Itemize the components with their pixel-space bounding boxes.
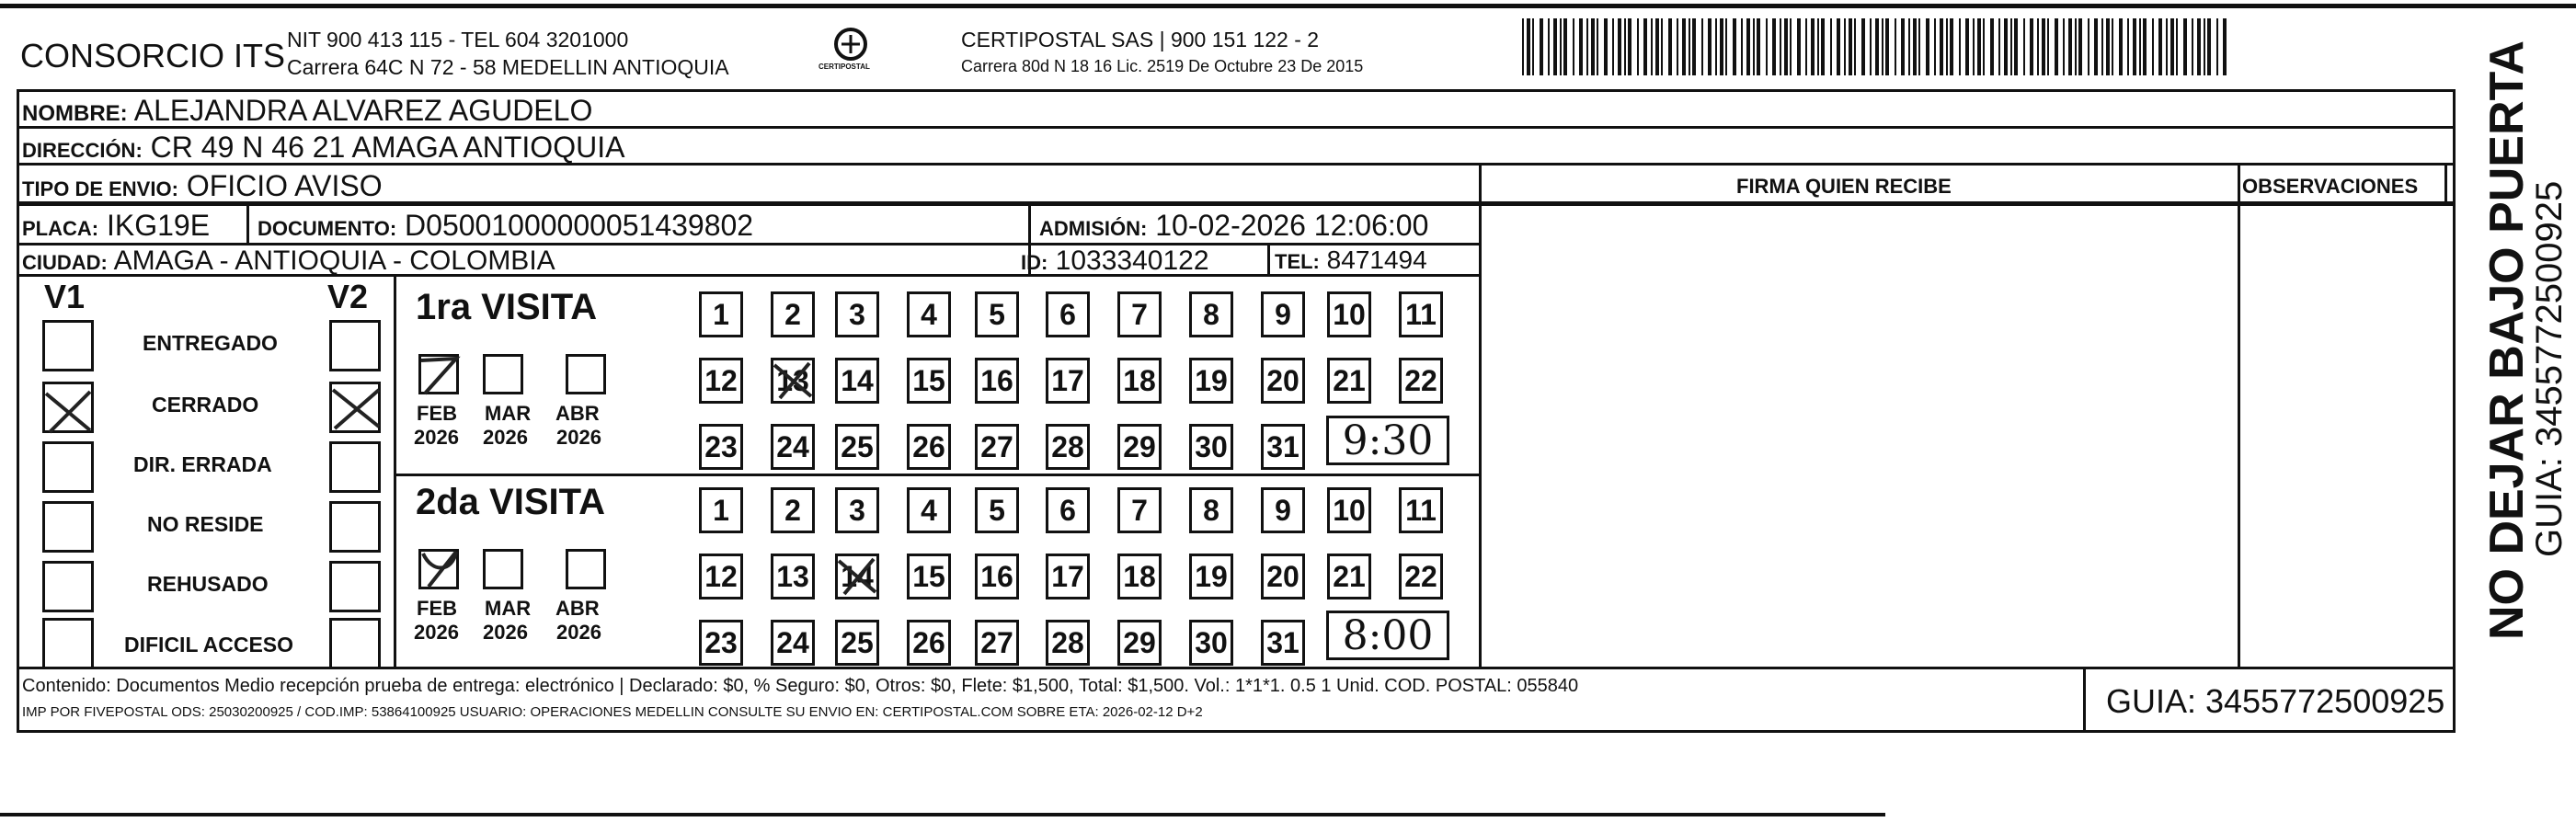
barcode-bar [1682,18,1686,75]
day-box-31[interactable]: 31 [1261,424,1305,470]
check-mark-icon [769,356,817,404]
barcode-bar [1560,18,1562,75]
visit-2-month-2: MAR [485,597,532,620]
rule [2083,667,2086,733]
tel-row [1275,245,1427,275]
barcode-bar [1950,18,1953,75]
visit-1-year-2: 2026 [483,426,528,449]
day-box-10[interactable]: 10 [1327,291,1371,337]
barcode-bar [1637,18,1639,75]
barcode-bar [2207,18,2211,75]
barcode-bar [1918,18,1920,75]
barcode-bar [1725,18,1727,75]
rule [246,204,249,245]
barcode-bar [1643,18,1647,75]
barcode-bar [1612,18,1614,75]
day-box-2[interactable]: 2 [771,487,815,533]
day-box-6[interactable]: 6 [1046,487,1090,533]
barcode-bar [1628,18,1631,75]
placa-value: IKG19E [107,209,211,242]
ciudad-row [22,245,555,277]
v1-checkbox[interactable] [42,441,94,493]
day-box-24[interactable]: 24 [771,620,815,666]
day-box-28[interactable]: 28 [1046,424,1090,470]
v1-checkbox[interactable] [42,618,94,669]
check-mark-icon [416,542,465,592]
rule [1479,166,1482,669]
day-box-21[interactable]: 21 [1327,358,1371,404]
day-box-26[interactable]: 26 [907,620,951,666]
barcode-bar [1692,18,1696,75]
day-box-12[interactable]: 12 [699,554,743,599]
barcode-bar [1780,18,1781,75]
barcode-bar [2192,18,2193,75]
barcode-bar [2170,18,2174,75]
footer-guia: GUIA: 3455772500925 [2106,682,2445,720]
barcode-bar [1651,18,1653,75]
barcode-bar [2176,18,2178,75]
barcode-bar [1811,18,1815,75]
day-box-12[interactable]: 12 [699,358,743,404]
barcode-bar [1573,18,1574,75]
ciudad-value: AMAGA - ANTIOQUIA - COLOMBIA [113,245,555,276]
day-box-20[interactable]: 20 [1261,358,1305,404]
day-box-16[interactable]: 16 [975,358,1019,404]
company-line-1: NIT 900 413 115 - TEL 604 3201000 [287,28,629,51]
day-box-10[interactable]: 10 [1327,487,1371,533]
day-box-5[interactable]: 5 [975,487,1019,533]
barcode-bar [2204,18,2205,75]
barcode-bar [1790,18,1792,75]
rule [2444,166,2447,204]
barcode-bar [1990,18,1994,75]
barcode-bar [1882,18,1883,75]
admision-label: ADMISIÓN: [1039,217,1148,240]
visit-1-month-1: FEB [417,402,457,425]
day-box-16[interactable]: 16 [975,554,1019,599]
day-box-25[interactable]: 25 [835,424,879,470]
barcode-bar [2183,18,2187,75]
day-box-8[interactable]: 8 [1189,291,1233,337]
v2-checkbox[interactable] [329,320,381,371]
v2-checkbox[interactable] [329,441,381,493]
day-box-4[interactable]: 4 [907,487,951,533]
admision-row [1039,209,1428,243]
barcode-bar [1677,18,1678,75]
visit-1-title: 1ra VISITA [416,287,598,327]
barcode-bar [1753,18,1755,75]
barcode-bar [2127,18,2129,75]
tipo-value: OFICIO AVISO [186,169,383,202]
barcode-bar [1983,18,1985,75]
barcode-bar [1908,18,1910,75]
day-box-5[interactable]: 5 [975,291,1019,337]
barcode-bar [2078,18,2082,75]
day-box-11[interactable]: 11 [1399,291,1443,337]
barcode-bar [1817,18,1819,75]
nombre-row [22,94,592,128]
day-box-27[interactable]: 27 [975,424,1019,470]
visit-1-year-3: 2026 [556,426,601,449]
day-box-31[interactable]: 31 [1261,620,1305,666]
footer-imp: IMP POR FIVEPOSTAL ODS: 25030200925 / COD.IMP: 53864100925 USUARIO: OPERACIONES MEDELLIN CONSULTE SU ENVIO EN: CERTIPOSTAL.COM SOBRE ETA: 2026-02-12 D+2 [22,704,1203,720]
month-checkbox[interactable] [483,549,523,589]
barcode-bar [1772,18,1776,75]
visit-2-month-3: ABR [555,597,600,620]
barcode-bar [1830,18,1832,75]
barcode-bar [1655,18,1659,75]
barcode-bar [1870,18,1872,75]
barcode-bar [2063,18,2065,75]
visit-1-month-2: MAR [485,402,532,425]
admision-value: 10-02-2026 12:06:00 [1155,209,1429,242]
courier-line-2: Carrera 80d N 18 16 Lic. 2519 De Octubre 23 De 2015 [961,57,1364,75]
barcode-bar [2158,18,2162,75]
barcode-bar [1784,18,1788,75]
barcode-bar [1708,18,1712,75]
v1-checkbox[interactable] [42,501,94,553]
check-mark-icon [324,375,388,440]
barcode-bar [2197,18,2201,75]
day-box-9[interactable]: 9 [1261,291,1305,337]
barcode-bar [1940,18,1943,75]
day-box-24[interactable]: 24 [771,424,815,470]
rule [395,474,1481,476]
barcode-bar [2023,18,2025,75]
barcode-bar [1913,18,1917,75]
day-box-27[interactable]: 27 [975,620,1019,666]
visit-2-title: 2da VISITA [416,482,605,522]
barcode-bar [1998,18,2000,75]
barcode-bar [1926,18,1929,75]
nombre-label: NOMBRE: [22,101,128,126]
id-label: ID: [1021,251,1048,274]
bottom-rule [0,813,1885,816]
barcode-bar [1548,18,1550,75]
visit-1-time: 9:30 [1326,416,1449,465]
day-box-9[interactable]: 9 [1261,487,1305,533]
v1-checkbox[interactable] [42,561,94,612]
barcode-bar [2216,18,2218,75]
day-box-23[interactable]: 23 [699,424,743,470]
barcode-bar [2143,18,2147,75]
barcode-bar [2088,18,2089,75]
barcode-bar [1579,18,1583,75]
barcode-bar [1965,18,1969,75]
barcode-bar [2068,18,2072,75]
status-item-entregado: ENTREGADO [143,331,278,355]
check-mark-icon [833,552,881,599]
day-box-22[interactable]: 22 [1399,554,1443,599]
day-box-7[interactable]: 7 [1117,487,1162,533]
day-box-1[interactable]: 1 [699,487,743,533]
barcode-bar [2166,18,2168,75]
barcode-bar [1805,18,1807,75]
status-item-cerrado: CERRADO [152,393,259,417]
barcode-bar [1618,18,1621,75]
day-box-13[interactable]: 13 [771,554,815,599]
barcode-bar [2094,18,2098,75]
no-dejar-bajo-puerta: NO DEJAR BAJO PUERTA [2480,40,2534,640]
barcode-bar [1875,18,1879,75]
day-box-29[interactable]: 29 [1117,424,1162,470]
barcode-bar [2004,18,2008,75]
nombre-value: ALEJANDRA ALVAREZ AGUDELO [133,94,593,127]
barcode-bar [1741,18,1743,75]
direccion-row [22,131,624,165]
v1-checkbox[interactable] [42,320,94,371]
barcode-bar [1540,18,1543,75]
top-rule [0,4,2576,8]
barcode-bar [1720,18,1723,75]
certipostal-logo [823,24,878,79]
company-line-2: Carrera 64C N 72 - 58 MEDELLIN ANTIOQUIA [287,55,729,79]
barcode-bar [1885,18,1889,75]
day-box-28[interactable]: 28 [1046,620,1090,666]
documento-label: DOCUMENTO: [258,217,397,240]
v2-checkbox[interactable] [329,501,381,553]
barcode-bar [1604,18,1608,75]
barcode-bar [1959,18,1961,75]
barcode-bar [1586,18,1588,75]
barcode-bar [1597,18,1598,75]
visit-2-time: 8:00 [1326,611,1449,660]
day-box-14[interactable]: 14 [835,554,879,599]
barcode-bar [1849,18,1852,75]
day-box-19[interactable]: 19 [1189,358,1233,404]
barcode-bar [1553,18,1557,75]
day-box-23[interactable]: 23 [699,620,743,666]
barcode-bar [1934,18,1936,75]
rule [394,276,396,668]
barcode-bar [1977,18,1981,75]
day-box-22[interactable]: 22 [1399,358,1443,404]
day-box-15[interactable]: 15 [907,358,951,404]
barcode-bar [2152,18,2154,75]
day-box-18[interactable]: 18 [1117,358,1162,404]
day-box-3[interactable]: 3 [835,487,879,533]
signature-area[interactable] [1483,206,2237,666]
rule [1267,245,1270,276]
rule [17,667,2456,669]
barcode-bar [2075,18,2077,75]
barcode-bar [1532,18,1534,75]
visit-2-year-1: 2026 [414,621,459,644]
direccion-label: DIRECCIÓN: [22,139,143,162]
id-row [1021,245,1209,277]
visit-2-year-2: 2026 [483,621,528,644]
rule [2238,166,2240,669]
status-item-dir-errada: DIR. ERRADA [133,452,272,476]
direccion-value: CR 49 N 46 21 AMAGA ANTIOQUIA [150,131,625,164]
tipo-row [22,169,383,203]
day-box-21[interactable]: 21 [1327,554,1371,599]
barcode-bar [1522,18,1524,75]
check-mark-icon [37,375,101,440]
day-box-30[interactable]: 30 [1189,620,1233,666]
barcode-bar [1757,18,1760,75]
day-box-29[interactable]: 29 [1117,620,1162,666]
day-box-2[interactable]: 2 [771,291,815,337]
day-box-17[interactable]: 17 [1046,358,1090,404]
day-box-3[interactable]: 3 [835,291,879,337]
day-box-26[interactable]: 26 [907,424,951,470]
barcode-bar [1901,18,1905,75]
firma-header: FIRMA QUIEN RECIBE [1736,175,1952,198]
barcode-bar [1624,18,1626,75]
barcode-bar [1733,18,1736,75]
barcode-bar [1715,18,1717,75]
barcode-bar [1661,18,1663,75]
barcode-bar [1837,18,1840,75]
status-item-dificil-acceso: DIFICIL ACCESO [124,633,294,656]
barcode-bar [2223,18,2227,75]
status-item-rehusado: REHUSADO [147,572,269,596]
barcode-bar [2010,18,2012,75]
day-box-8[interactable]: 8 [1189,487,1233,533]
day-box-30[interactable]: 30 [1189,424,1233,470]
tel-label: TEL: [1275,250,1320,273]
observaciones-header: OBSERVACIONES [2242,175,2419,198]
visit-2-month-1: FEB [417,597,457,620]
side-text [2470,40,2573,642]
barcode-bar [2119,18,2123,75]
barcode-bar [1668,18,1672,75]
day-box-13[interactable]: 13 [771,358,815,404]
side-guia: GUIA: 3455772500925 [2529,180,2570,557]
v2-header: V2 [327,278,369,315]
barcode-bar [2055,18,2058,75]
barcode-bar [1797,18,1801,75]
company-name: CONSORCIO ITS [20,37,286,74]
day-box-6[interactable]: 6 [1046,291,1090,337]
logo-caption: CERTIPOSTAL [819,63,870,71]
visit-2-year-3: 2026 [556,621,601,644]
month-checkbox[interactable] [566,549,606,589]
tel-value: 8471494 [1326,245,1427,274]
barcode-bar [1527,18,1530,75]
tipo-label: TIPO DE ENVIO: [22,177,178,200]
day-box-1[interactable]: 1 [699,291,743,337]
visit-1-month-3: ABR [555,402,600,425]
day-box-14[interactable]: 14 [835,358,879,404]
status-item-no-reside: NO RESIDE [147,512,264,536]
v2-checkbox[interactable] [329,618,381,669]
month-checkbox[interactable] [483,354,523,394]
documento-row [258,209,753,243]
barcode-bar [1854,18,1856,75]
documento-value: D05001000000051439802 [405,209,754,242]
barcode-bar [1766,18,1768,75]
month-checkbox[interactable] [566,354,606,394]
barcode-bar [1563,18,1567,75]
day-box-4[interactable]: 4 [907,291,951,337]
barcode-bar [1946,18,1948,75]
barcode-bar [2014,18,2018,75]
day-box-25[interactable]: 25 [835,620,879,666]
barcode-bar [2030,18,2033,75]
day-box-18[interactable]: 18 [1117,554,1162,599]
id-value: 1033340122 [1055,245,1209,276]
barcode-bar [1746,18,1750,75]
barcode-bar [1844,18,1846,75]
barcode-bar [1701,18,1703,75]
barcode-bar [1861,18,1865,75]
barcode-bar [1689,18,1690,75]
check-mark-icon [416,348,465,397]
day-box-7[interactable]: 7 [1117,291,1162,337]
visit-1-year-1: 2026 [414,426,459,449]
courier-line-1: CERTIPOSTAL SAS | 900 151 122 - 2 [961,28,1320,51]
placa-row [22,209,210,243]
day-box-15[interactable]: 15 [907,554,951,599]
barcode-bar [2139,18,2141,75]
barcode-bar [2106,18,2110,75]
barcode-bar [2133,18,2136,75]
barcode-bar [2042,18,2045,75]
day-box-19[interactable]: 19 [1189,554,1233,599]
barcode-bar [2101,18,2103,75]
barcode-bar [1895,18,1896,75]
barcode-bar [2037,18,2039,75]
ciudad-label: CIUDAD: [22,251,108,274]
day-box-11[interactable]: 11 [1399,487,1443,533]
barcode [1522,18,2239,75]
v2-checkbox[interactable] [329,561,381,612]
barcode-bar [1591,18,1595,75]
day-box-20[interactable]: 20 [1261,554,1305,599]
barcode-bar [1821,18,1825,75]
day-box-17[interactable]: 17 [1046,554,1090,599]
barcode-bar [2112,18,2113,75]
barcode-bar [2047,18,2049,75]
footer-contenido: Contenido: Documentos Medio recepción prueba de entrega: electrónico | Declarado: $0, % Seguro: $0, Otros: $0, Flete: $1,500, Total: $1,500. Vol.: 1*1*1. 0.5 1 Unid. COD. POSTAL: 055840 [22,676,1579,696]
placa-label: PLACA: [22,217,99,240]
v1-header: V1 [44,278,86,315]
barcode-bar [1973,18,1975,75]
